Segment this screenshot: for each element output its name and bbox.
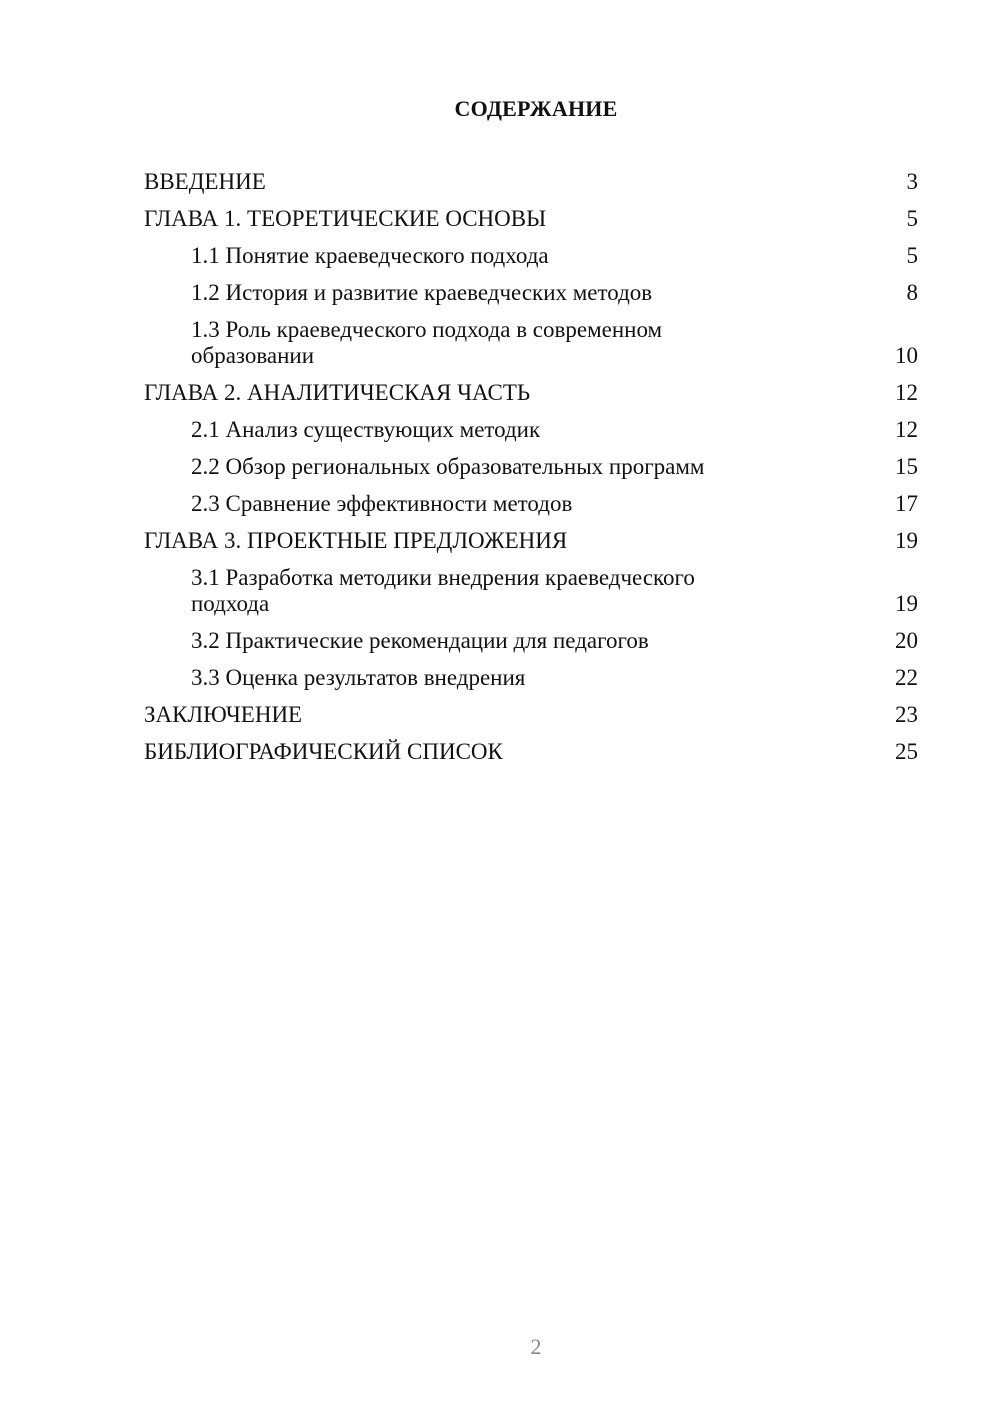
toc-entry-label: 2.2 Обзор региональных образовательных программ bbox=[191, 454, 705, 479]
toc-entry-label: ЗАКЛЮЧЕНИЕ bbox=[144, 702, 303, 727]
toc-entry-label: 2.1 Анализ существующих методик bbox=[191, 417, 541, 442]
toc-entry-page: 3 bbox=[906, 169, 918, 194]
toc-entry-page: 5 bbox=[906, 243, 918, 268]
toc-entry-chapter-2[interactable] bbox=[144, 380, 918, 406]
toc-entry-page: 25 bbox=[895, 739, 918, 764]
toc-entry-section-1-2[interactable] bbox=[144, 280, 918, 306]
toc-entry-section-3-3[interactable] bbox=[144, 665, 918, 691]
toc-entry-page: 5 bbox=[906, 206, 918, 231]
toc-entry-label: ГЛАВА 3. ПРОЕКТНЫЕ ПРЕДЛОЖЕНИЯ bbox=[144, 528, 568, 553]
toc-entry-page: 19 bbox=[895, 528, 918, 553]
toc-entry-bibliography[interactable] bbox=[144, 739, 918, 765]
toc-entry-section-2-1[interactable] bbox=[144, 417, 918, 443]
toc-entry-label: ВВЕДЕНИЕ bbox=[144, 169, 266, 194]
toc-entry-label: 3.2 Практические рекомендации для педагогов bbox=[191, 628, 649, 653]
toc-entry-page: 20 bbox=[895, 628, 918, 653]
toc-entry-section-3-2[interactable] bbox=[144, 628, 918, 654]
toc-entry-page: 12 bbox=[895, 380, 918, 405]
toc-entry-introduction[interactable] bbox=[144, 169, 918, 195]
table-of-contents bbox=[144, 169, 918, 776]
toc-entry-section-2-2[interactable] bbox=[144, 454, 918, 480]
toc-entry-conclusion[interactable] bbox=[144, 702, 918, 728]
toc-entry-section-3-1[interactable] bbox=[144, 565, 918, 617]
toc-entry-label: 1.2 История и развитие краеведческих методов bbox=[191, 280, 653, 305]
toc-entry-chapter-3[interactable] bbox=[144, 528, 918, 554]
toc-entry-label: 2.3 Сравнение эффективности методов bbox=[191, 491, 573, 516]
toc-entry-section-1-1[interactable] bbox=[144, 243, 918, 269]
toc-entry-label: ГЛАВА 2. АНАЛИТИЧЕСКАЯ ЧАСТЬ bbox=[144, 380, 531, 405]
page-number: 2 bbox=[530, 1334, 542, 1359]
toc-entry-page: 10 bbox=[895, 343, 918, 368]
toc-entry-label: БИБЛИОГРАФИЧЕСКИЙ СПИСОК bbox=[144, 739, 503, 764]
toc-entry-page: 17 bbox=[895, 491, 918, 516]
toc-entry-page: 12 bbox=[895, 417, 918, 442]
toc-entry-label: ГЛАВА 1. ТЕОРЕТИЧЕСКИЕ ОСНОВЫ bbox=[144, 206, 547, 231]
toc-entry-page: 8 bbox=[906, 280, 918, 305]
toc-entry-page: 19 bbox=[895, 591, 918, 616]
toc-entry-label: 1.1 Понятие краеведческого подхода bbox=[191, 243, 549, 268]
page-title: СОДЕРЖАНИЕ bbox=[454, 96, 618, 121]
toc-entry-label: 1.3 Роль краеведческого подхода в современном образовании bbox=[191, 317, 663, 368]
toc-entry-page: 22 bbox=[895, 665, 918, 690]
toc-entry-section-1-3[interactable] bbox=[144, 317, 918, 369]
toc-entry-section-2-3[interactable] bbox=[144, 491, 918, 517]
toc-entry-page: 15 bbox=[895, 454, 918, 479]
toc-entry-label: 3.1 Разработка методики внедрения краеведческого подхода bbox=[191, 565, 695, 616]
toc-entry-page: 23 bbox=[895, 702, 918, 727]
toc-entry-label: 3.3 Оценка результатов внедрения bbox=[191, 665, 526, 690]
toc-entry-chapter-1[interactable] bbox=[144, 206, 918, 232]
